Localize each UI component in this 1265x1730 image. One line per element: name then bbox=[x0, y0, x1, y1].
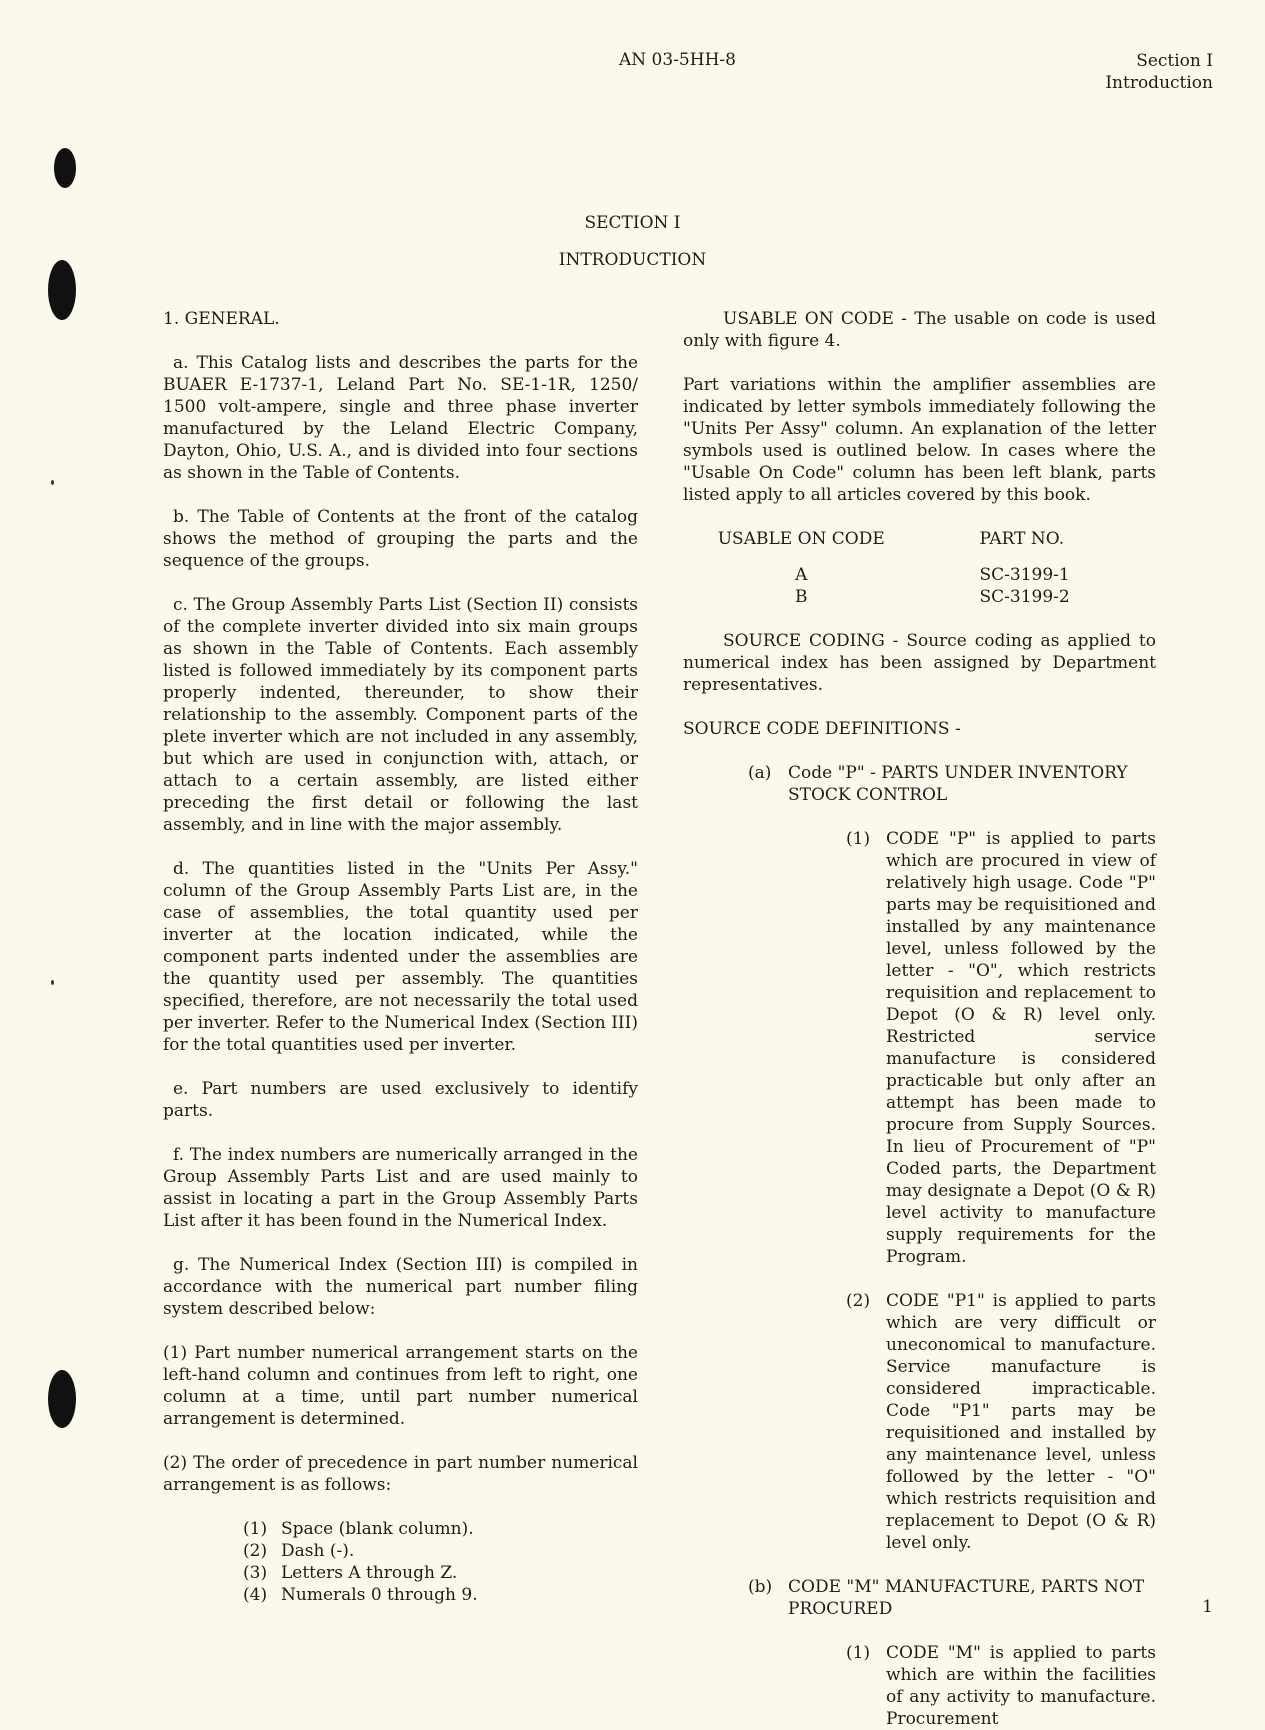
paragraph-a: a. This Catalog lists and describes the parts for the BUAER E-1737-1, Leland Part No. SE-1-1R, 1250/ 1500 volt-ampere, single and three phase inverter manufactured by the Leland Electric Company, Dayton, Ohio, U.S. A., and is divided into four sections as shown in the Table of Contents. bbox=[163, 353, 638, 483]
precedence-list bbox=[243, 1518, 638, 1606]
general-heading: 1. GENERAL. bbox=[163, 309, 280, 329]
list-item: (1) Space (blank column). bbox=[243, 1519, 474, 1539]
page-title: INTRODUCTION bbox=[558, 250, 707, 270]
paragraph-g1: (1) Part number numerical arrangement starts on the left-hand column and continues from left to right, one column at a time, until part number numerical arrangement is determined. bbox=[163, 1343, 638, 1429]
paragraph-e: e. Part numbers are used exclusively to identify parts. bbox=[163, 1079, 638, 1121]
left-column bbox=[163, 308, 638, 1606]
table-header: PART NO. bbox=[979, 529, 1065, 549]
paragraph-b: b. The Table of Contents at the front of the catalog shows the method of grouping the parts and the sequence of the groups. bbox=[163, 507, 638, 571]
table-cell: B bbox=[795, 587, 808, 607]
paragraph-g: g. The Numerical Index (Section III) is compiled in accordance with the numerical part number filing system described below: bbox=[163, 1255, 638, 1319]
table-cell: A bbox=[795, 565, 808, 585]
paragraph-d: d. The quantities listed in the "Units Per Assy." column of the Group Assembly Parts List are, in the case of assemblies, the total quantity used per inverter at the location indicated, while the component parts indented under the assemblies are the quantity used per assembly. The quantities specified, therefore, are not necessarily the total used per inverter. Refer to the Numerical Index (Section III) for the total quantities used per inverter. bbox=[163, 859, 638, 1055]
definitions-heading: SOURCE CODE DEFINITIONS - bbox=[683, 719, 961, 739]
usable-on-code-table bbox=[683, 528, 1156, 608]
binder-hole-icon bbox=[48, 1370, 76, 1428]
section-label: Section I bbox=[1136, 51, 1213, 71]
part-variations-paragraph: Part variations within the amplifier assemblies are indicated by letter symbols immediately following the "Units Per Assy" column. An explanation of the letter symbols used is outlined below. In cases where the "Usable On Code" column has been left blank, parts listed apply to all articles covered by this book. bbox=[683, 375, 1156, 505]
binder-hole-icon bbox=[54, 148, 76, 188]
list-item: (2) Dash (-). bbox=[243, 1541, 355, 1561]
code-p1-item: (2) CODE "P1" is applied to parts which are very difficult or uneconomical to manufacture. Service manufacture is considered impracticable. Code "P1" parts may be requisitioned and installed by any maintenance level, unless followed by the letter - "O" which restricts requisition and replacement to Depot (O & R) level only. bbox=[846, 1291, 1156, 1553]
table-cell: SC-3199-2 bbox=[979, 587, 1070, 607]
section-heading: SECTION I bbox=[584, 213, 681, 233]
paragraph-g2: (2) The order of precedence in part number numerical arrangement is as follows: bbox=[163, 1453, 638, 1495]
usable-on-code-paragraph: USABLE ON CODE - The usable on code is used only with figure 4. bbox=[683, 309, 1156, 351]
running-header bbox=[1105, 50, 1213, 94]
code-m-heading: (b) CODE "M" MANUFACTURE, PARTS NOT PROCURED bbox=[748, 1577, 1145, 1619]
list-item: (4) Numerals 0 through 9. bbox=[243, 1585, 478, 1605]
table-cell: SC-3199-1 bbox=[979, 565, 1070, 585]
code-m-item: (1) CODE "M" is applied to parts which are within the facilities of any activity to manufacture. Procurement bbox=[846, 1643, 1156, 1729]
list-item: (3) Letters A through Z. bbox=[243, 1563, 458, 1583]
section-title-label: Introduction bbox=[1105, 73, 1213, 93]
code-p-item: (1) CODE "P" is applied to parts which are procured in view of relatively high usage. Code "P" parts may be requisitioned and installed by any maintenance level, unless followed by the letter - "O", which restricts requisition and replacement to Depot (O & R) level only. Restricted service manufacture is considered practicable but only after an attempt has been made to procure from Supply Sources. In lieu of Procurement of "P" Coded parts, the Department may designate a Depot (O & R) level activity to manufacture supply requirements for the Program. bbox=[846, 829, 1156, 1267]
speck-icon bbox=[51, 980, 54, 985]
table-header: USABLE ON CODE bbox=[717, 529, 885, 549]
source-coding-paragraph: SOURCE CODING - Source coding as applied to numerical index has been assigned by Department representatives. bbox=[683, 631, 1156, 695]
speck-icon bbox=[51, 480, 54, 485]
document-number: AN 03-5HH-8 bbox=[619, 50, 736, 70]
paragraph-c: c. The Group Assembly Parts List (Section II) consists of the complete inverter divided into six main groups as shown in the Table of Contents. Each assembly listed is followed immediately by its component parts properly indented, thereunder, to show their relationship to the assembly. Component parts of the plete inverter which are not included in any assembly, but which are used in conjunction with, attach, or attach to a certain assembly, are listed either preceding the first detail or following the last assembly, and in line with the major assembly. bbox=[163, 595, 638, 835]
page-number: 1 bbox=[1202, 1597, 1213, 1617]
code-p-heading: (a) Code "P" - PARTS UNDER INVENTORY STOCK CONTROL bbox=[748, 763, 1128, 805]
right-column bbox=[683, 308, 1156, 1730]
paragraph-f: f. The index numbers are numerically arranged in the Group Assembly Parts List and are used mainly to assist in locating a part in the Group Assembly Parts List after it has been found in the Numerical Index. bbox=[163, 1145, 638, 1231]
